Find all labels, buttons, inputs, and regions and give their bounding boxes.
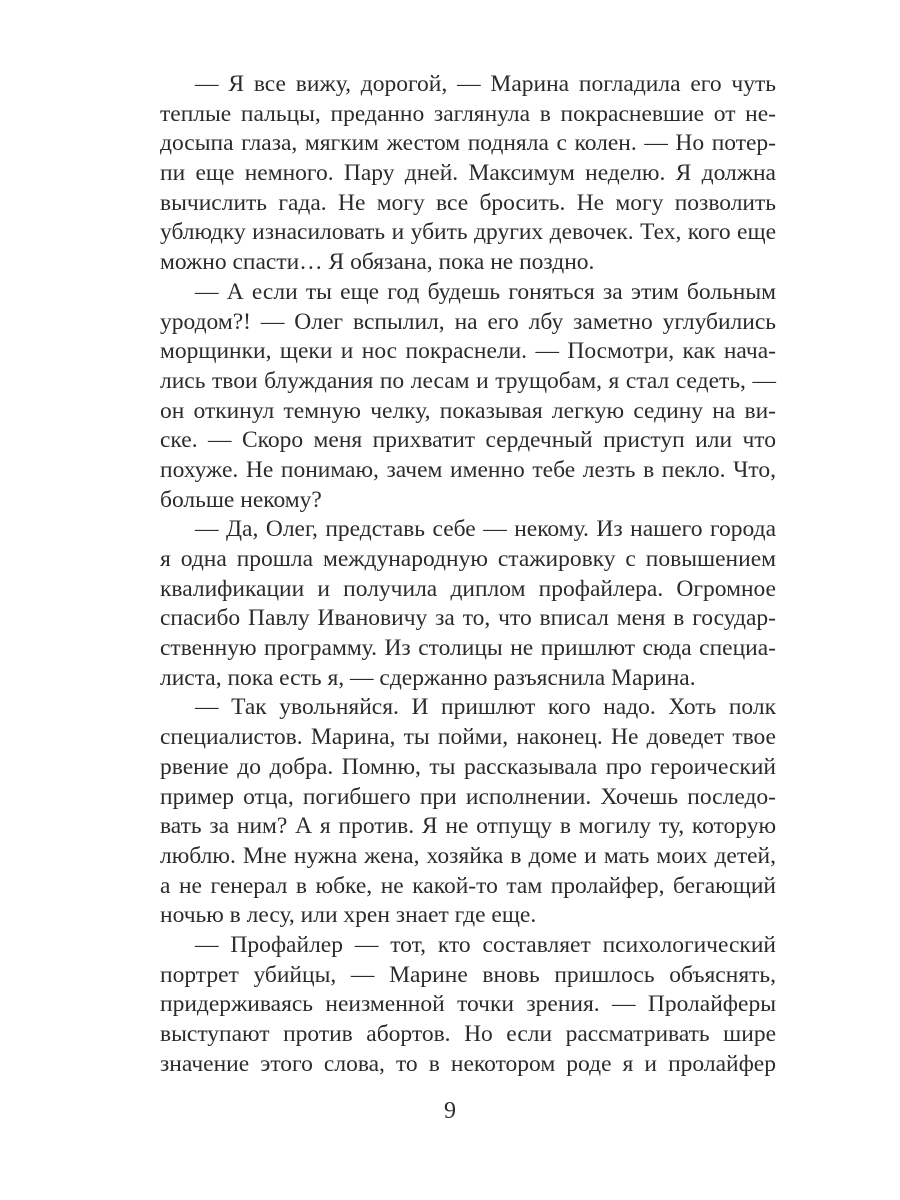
text-line: рвение до добра. Помню, ты рассказывала про героический (160, 753, 776, 780)
text-line: пи еще немного. Пару дней. Максимум неделю. Я должна (160, 160, 776, 187)
text-line: ске. — Скоро меня прихватит сердечный приступ или что (160, 427, 776, 454)
text-line: я одна прошла международную стажировку с повышением (160, 546, 776, 572)
text-line: вычислить гада. Не могу все бросить. Не могу позволить (160, 189, 776, 216)
text-line: — А если ты еще год будешь гоняться за этим больным (195, 278, 776, 305)
text-line: спасибо Павлу Ивановичу за то, что вписал меня в государ- (160, 605, 776, 632)
paragraph (160, 693, 776, 931)
paragraph (160, 70, 776, 278)
text-line: похуже. Не понимаю, зачем именно тебе лезть в пекло. Что, (160, 456, 776, 483)
text-line: выступают против абортов. Но если рассматривать шире (160, 1021, 776, 1047)
text-line: он откинул темную челку, показывая легкую седину на ви- (160, 397, 776, 424)
text-line: ственную программу. Из столицы не пришлют сюда специа- (160, 635, 776, 662)
text-line: — Да, Олег, представь себе — некому. Из нашего города (195, 516, 776, 543)
text-line: значение этого слова, то в некотором роде я и пролайфер (160, 1050, 776, 1077)
text-line: специалистов. Марина, ты пойми, наконец. Не доведет твое (160, 724, 776, 751)
text-line: ублюдку изнасиловать и убить других девочек. Тех, кого еще (160, 219, 776, 246)
text-line: больше некому? (160, 486, 322, 513)
text-line: придерживаясь неизменной точки зрения. — Пролайферы (160, 991, 776, 1018)
paragraph (160, 278, 776, 516)
text-line: уродом?! — Олег вспылил, на его лбу заметно углубились (160, 308, 776, 335)
text-line: лись твои блуждания по лесам и трущобам, я стал седеть, — (160, 367, 776, 394)
text-line: досыпа глаза, мягким жестом подняла с колен. — Но потер- (160, 130, 776, 157)
text-line: — Я все вижу, дорогой, — Марина погладила его чуть (195, 71, 776, 97)
text-line: пример отца, погибшего при исполнении. Хочешь последо- (160, 783, 776, 810)
text-line: вать за ним? А я против. Я не отпущу в могилу ту, которую (160, 813, 776, 840)
text-line: листа, пока есть я, — сдержанно разъяснила Марина. (160, 664, 696, 691)
body-text (160, 70, 776, 1079)
text-line: — Профайлер — тот, кто составляет психологический (195, 931, 776, 958)
page-number: 9 (444, 1098, 456, 1124)
text-line: теплые пальцы, преданно заглянула в покрасневшие от не- (160, 100, 776, 127)
text-line: морщинки, щеки и нос покраснели. — Посмотри, как нача- (160, 338, 776, 365)
text-line: можно спасти… Я обязана, пока не поздно. (160, 249, 595, 276)
text-line: — Так увольняйся. И пришлют кого надо. Хоть полк (195, 694, 776, 721)
text-line: портрет убийцы, — Марине вновь пришлось объяснять, (160, 961, 776, 988)
paragraph (160, 515, 776, 693)
text-line: квалификации и получила диплом профайлера. Огромное (160, 575, 776, 602)
text-line: ночью в лесу, или хрен знает где еще. (160, 902, 537, 929)
text-line: люблю. Мне нужна жена, хозяйка в доме и мать моих детей, (160, 842, 776, 869)
paragraph (160, 931, 776, 1079)
text-line: а не генерал в юбке, не какой-то там пролайфер, бегающий (160, 872, 776, 899)
